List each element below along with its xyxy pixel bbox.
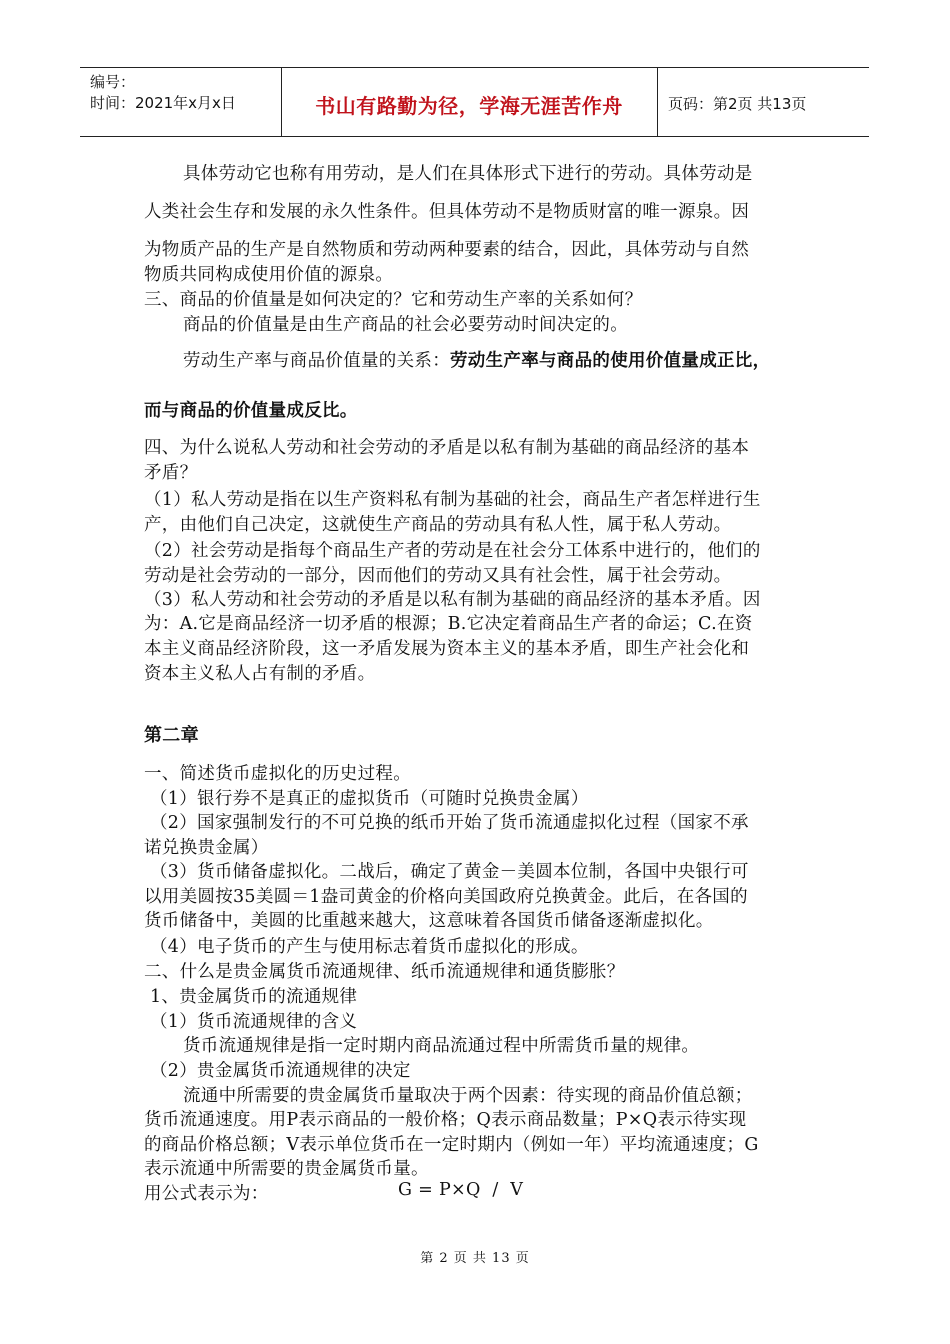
paragraph-line: 人类社会生存和发展的永久性条件。但具体劳动不是物质财富的唯一源泉。因 (144, 202, 750, 222)
list-item: （3）货币储备虚拟化。二战后，确定了黄金－美圆本位制，各国中央银行可 (150, 862, 749, 882)
page-footer: 第 2 页 共 13 页 (420, 1251, 530, 1266)
page-header (80, 67, 869, 137)
question-heading: 四、为什么说私人劳动和社会劳动的矛盾是以私有制为基础的商品经济的基本 (144, 438, 750, 458)
relation-emphasis: 劳动生产率与商品的使用价值量成正比， (450, 351, 771, 371)
sub-heading: （1）货币流通规律的含义 (150, 1012, 358, 1032)
sub-heading: 1、贵金属货币的流通规律 (150, 987, 358, 1007)
header-left (90, 72, 236, 114)
paragraph-line: 商品的价值量是由生产商品的社会必要劳动时间决定的。 (183, 315, 628, 335)
sub-heading: （2）贵金属货币流通规律的决定 (150, 1061, 411, 1081)
paragraph-line: 流通中所需要的贵金属货币量取决于两个因素：待实现的商品价值总额； (183, 1086, 753, 1106)
list-item: 本主义商品经济阶段，这一矛盾发展为资本主义的基本矛盾，即生产社会化和 (144, 639, 750, 659)
paragraph-line (183, 347, 770, 372)
list-item: （1）私人劳动是指在以生产资料私有制为基础的社会，商品生产者怎样进行生 (144, 490, 761, 510)
emphasis-line: 而与商品的价值量成反比。 (144, 401, 358, 421)
list-item: （2）国家强制发行的不可兑换的纸币开始了货币流通虚拟化过程（国家不承 (150, 813, 749, 833)
paragraph-line: 货币流通规律是指一定时期内商品流通过程中所需货币量的规律。 (183, 1036, 700, 1056)
chapter-title: 第二章 (144, 725, 199, 746)
formula-label: 用公式表示为： (144, 1184, 269, 1204)
paragraph-line: 的商品价格总额；V表示单位货币在一定时期内（例如一年）平均流通速度；G (144, 1135, 759, 1155)
question-heading: 二、什么是贵金属货币流通规律、纸币流通规律和通货膨胀？ (144, 962, 625, 982)
header-divider (657, 68, 658, 136)
paragraph-line: 表示流通中所需要的贵金属货币量。 (144, 1159, 429, 1179)
question-heading: 三、商品的价值量是如何决定的？它和劳动生产率的关系如何？ (144, 290, 643, 310)
header-page-label: 页码：第2页 共13页 (668, 95, 807, 113)
list-item: （4）电子货币的产生与使用标志着货币虚拟化的形成。 (150, 937, 589, 957)
paragraph-line: 为物质产品的生产是自然物质和劳动两种要素的结合，因此，具体劳动与自然 (144, 240, 750, 260)
list-item: 产，由他们自己决定，这就使生产商品的劳动具有私人性，属于私人劳动。 (144, 515, 732, 535)
list-item: 劳动是社会劳动的一部分，因而他们的劳动又具有社会性，属于社会劳动。 (144, 566, 732, 586)
list-item: （1）银行券不是真正的虚拟货币（可随时兑换贵金属） (150, 789, 589, 809)
paragraph-line: 货币流通速度。用P表示商品的一般价格；Q表示商品数量；P×Q表示待实现 (144, 1110, 747, 1130)
paragraph-line: 具体劳动它也称有用劳动，是人们在具体形式下进行的劳动。具体劳动是 (183, 164, 753, 184)
question-heading: 一、简述货币虚拟化的历史过程。 (144, 764, 411, 784)
list-item: 为：A.它是商品经济一切矛盾的根源；B.它决定着商品生产者的命运；C.在资 (144, 614, 753, 634)
header-number-label: 编号： (90, 73, 136, 91)
list-item: 以用美圆按35美圆＝1盎司黄金的价格向美国政府兑换黄金。此后，在各国的 (144, 887, 748, 907)
list-item: 货币储备中，美圆的比重越来越大，这意味着各国货币储备逐渐虚拟化。 (144, 911, 714, 931)
paragraph-line: 物质共同构成使用价值的源泉。 (144, 265, 394, 285)
formula: G = P×Q / V (398, 1180, 524, 1200)
header-time-label: 时间：2021年x月x日 (90, 94, 236, 112)
header-motto: 书山有路勤为径，学海无涯苦作舟 (315, 94, 623, 118)
question-heading: 矛盾？ (144, 463, 198, 483)
list-item: （2）社会劳动是指每个商品生产者的劳动是在社会分工体系中进行的，他们的 (144, 541, 761, 561)
relation-label: 劳动生产率与商品价值量的关系： (183, 351, 450, 371)
list-item: 资本主义私人占有制的矛盾。 (144, 664, 376, 684)
list-item: 诺兑换贵金属） (144, 838, 269, 858)
list-item: （3）私人劳动和社会劳动的矛盾是以私有制为基础的商品经济的基本矛盾。因 (144, 590, 761, 610)
